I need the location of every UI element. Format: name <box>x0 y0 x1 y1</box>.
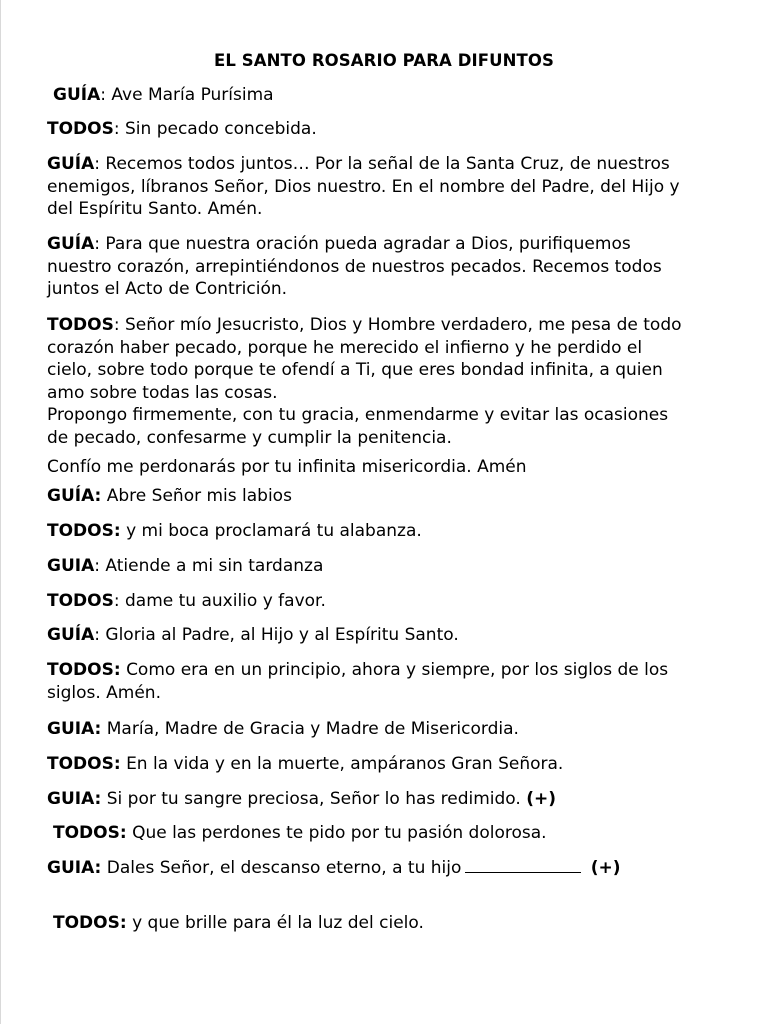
speaker-label: GUIA: <box>47 789 102 809</box>
paragraph <box>47 590 727 613</box>
text-line <box>53 912 733 935</box>
text-line: TODOS: dame tu auxilio y favor. <box>47 591 326 611</box>
speaker-label: TODOS: <box>47 521 121 541</box>
line-text: Si por tu sangre preciosa, Señor lo has redimido. <box>106 789 521 809</box>
speaker-label: GUÍA <box>47 154 95 174</box>
speaker-label: GUIA: <box>47 719 102 739</box>
text-line: GUÍA: Ave María Purísima <box>53 85 274 105</box>
speaker-label: TODOS <box>47 119 114 139</box>
paragraph <box>47 314 727 450</box>
name-blank-line <box>465 857 581 873</box>
paragraph <box>47 718 727 741</box>
paragraph <box>53 84 733 107</box>
text-line <box>47 278 727 301</box>
paragraph <box>47 233 727 301</box>
line-text: del Espíritu Santo. Amén. <box>47 199 263 220</box>
line-text: Ave María Purísima <box>111 85 274 105</box>
line-text: cielo, sobre todo porque te ofendí a Ti, que eres bondad infinita, a quien <box>47 360 663 381</box>
speaker-label: GUIA <box>47 556 95 576</box>
line-text: corazón haber pecado, porque he merecido el infierno y he perdido el <box>47 337 643 358</box>
speaker-label: TODOS: <box>53 913 127 933</box>
paragraph <box>47 153 727 221</box>
speaker-label: TODOS: <box>47 660 121 680</box>
cross-sign-mark: (+) <box>590 858 621 878</box>
text-line <box>47 382 727 405</box>
line-text: Como era en un principio, ahora y siempre, por los siglos de los <box>126 660 669 680</box>
text-line <box>47 456 727 479</box>
paragraph <box>47 788 727 811</box>
text-line <box>47 359 727 382</box>
speaker-label: GUÍA <box>47 234 95 254</box>
paragraph <box>53 912 733 935</box>
paragraph <box>47 753 727 776</box>
speaker-label: GUÍA <box>53 85 101 105</box>
speaker-label: TODOS <box>47 591 114 611</box>
line-text: Para que nuestra oración pueda agradar a Dios, purifiquemos <box>105 234 631 254</box>
line-text: María, Madre de Gracia y Madre de Misericordia. <box>106 719 519 739</box>
paragraph <box>47 456 727 479</box>
text-line <box>47 659 727 682</box>
text-line <box>47 337 727 360</box>
text-line <box>47 256 727 279</box>
text-line <box>47 427 727 450</box>
paragraph <box>47 485 727 508</box>
line-text: Atiende a mi sin tardanza <box>105 556 324 576</box>
line-text: juntos el Acto de Contrición. <box>47 279 288 300</box>
text-line <box>47 520 727 543</box>
line-text: y mi boca proclamará tu alabanza. <box>126 521 422 541</box>
line-text: Propongo firmemente, con tu gracia, enmendarme y evitar las ocasiones <box>47 405 669 426</box>
speaker-label: TODOS: <box>47 754 121 774</box>
page-edge <box>0 0 1 1024</box>
line-text: Abre Señor mis labios <box>106 486 292 506</box>
speaker-label: GUÍA: <box>47 486 102 506</box>
line-text: Sin pecado concebida. <box>125 119 317 139</box>
text-line <box>53 822 733 845</box>
line-text: En la vida y en la muerte, ampáranos Gran Señora. <box>126 754 564 774</box>
text-line <box>47 753 727 776</box>
text-line <box>47 788 727 811</box>
text-line <box>47 485 727 508</box>
paragraph <box>47 118 727 141</box>
text-line: GUIA: Atiende a mi sin tardanza <box>47 556 324 576</box>
cross-sign-mark: (+) <box>526 789 557 809</box>
line-text: y que brille para él la luz del cielo. <box>132 913 424 933</box>
speaker-label: TODOS: <box>53 823 127 843</box>
speaker-label: GUÍA <box>47 625 95 645</box>
paragraph <box>47 857 727 880</box>
text-line: GUÍA: Recemos todos juntos… Por la señal de la Santa Cruz, de nuestros <box>47 154 670 174</box>
speaker-label: GUIA: <box>47 858 102 878</box>
line-text: enemigos, líbranos Señor, Dios nuestro. En el nombre del Padre, del Hijo y <box>47 176 680 197</box>
line-text: Señor mío Jesucristo, Dios y Hombre verdadero, me pesa de todo <box>125 315 682 335</box>
text-line <box>47 857 727 880</box>
text-line <box>47 176 727 199</box>
line-text: nuestro corazón, arrepintiéndonos de nuestros pecados. Recemos todos <box>47 256 662 277</box>
text-line: GUÍA: Para que nuestra oración pueda agradar a Dios, purifiquemos <box>47 234 631 254</box>
line-text: de pecado, confesarme y cumplir la penitencia. <box>47 427 452 448</box>
text-line: TODOS: Sin pecado concebida. <box>47 119 317 139</box>
line-text: siglos. Amén. <box>47 682 161 703</box>
line-text: Gloria al Padre, al Hijo y al Espíritu Santo. <box>105 625 459 645</box>
text-line <box>47 198 727 221</box>
line-text: Que las perdones te pido por tu pasión dolorosa. <box>132 823 547 843</box>
line-text: Recemos todos juntos… Por la señal de la Santa Cruz, de nuestros <box>105 154 670 174</box>
line-text: Dales Señor, el descanso eterno, a tu hijo <box>106 858 462 878</box>
page-title: EL SANTO ROSARIO PARA DIFUNTOS <box>213 51 555 70</box>
speaker-label: TODOS <box>47 315 114 335</box>
paragraph <box>47 555 727 578</box>
paragraph <box>53 822 733 845</box>
paragraph <box>47 659 727 704</box>
line-text: amo sobre todas las cosas. <box>47 382 278 403</box>
paragraph <box>47 520 727 543</box>
text-line <box>47 404 727 427</box>
line-text: Confío me perdonarás por tu infinita misericordia. Amén <box>47 457 527 477</box>
text-line: GUÍA: Gloria al Padre, al Hijo y al Espíritu Santo. <box>47 625 459 645</box>
paragraph <box>47 624 727 647</box>
line-text: dame tu auxilio y favor. <box>125 591 326 611</box>
text-line <box>47 682 727 705</box>
text-line <box>47 718 727 741</box>
text-line: TODOS: Señor mío Jesucristo, Dios y Hombre verdadero, me pesa de todo <box>47 315 682 335</box>
